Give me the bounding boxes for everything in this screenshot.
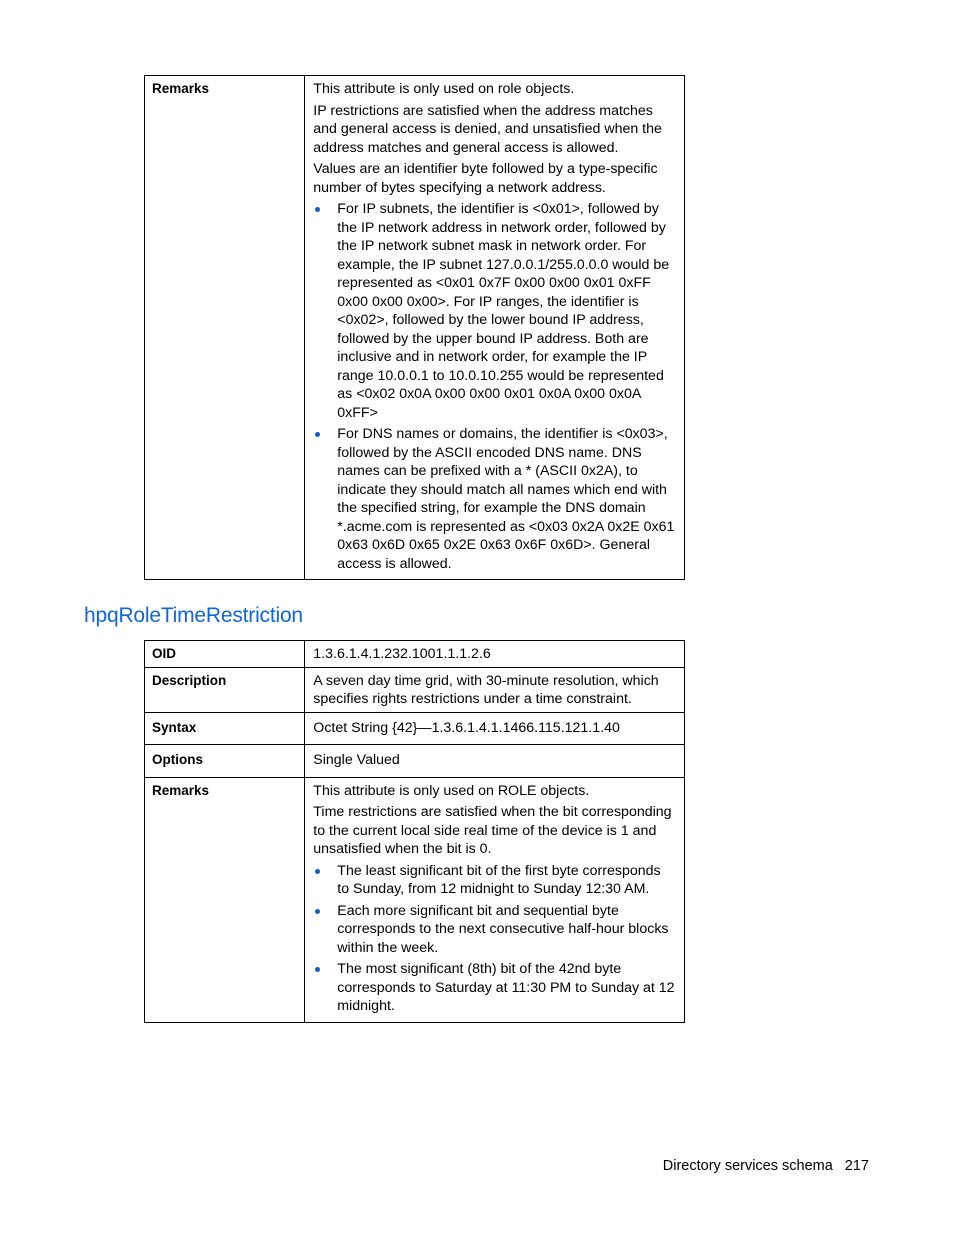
bullet-text: For DNS names or domains, the identifier is <0x03>, followed by the ASCII encoded DNS name. DNS names can be prefixed with a * (ASCII 0x2A), to indicate they should match all names which end with the specified string, for example the DNS domain *.acme.com is represented as <0x03 0x2A 0x2E 0x61 0x63 0x6D 0x65 0x2E 0x63 0x6F 0x6D>. General access is allowed.	[337, 426, 675, 572]
remarks-table-continued	[144, 75, 685, 580]
remarks-paragraph: Time restrictions are satisfied when the bit corresponding to the current local side real time of the device is 1 and unsatisfied when the bit is 0.	[313, 804, 672, 857]
oid-value: 1.3.6.1.4.1.232.1001.1.1.2.6	[305, 641, 685, 668]
bullet-dot-icon	[315, 967, 320, 972]
oid-row	[145, 641, 685, 668]
options-label: Options	[145, 745, 305, 778]
page-number: 217	[844, 1158, 869, 1174]
remarks-paragraph: This attribute is only used on role objects.	[313, 81, 575, 97]
remarks-paragraph: IP restrictions are satisfied when the address matches and general access is denied, and unsatisfied when the address matches and general access is allowed.	[313, 102, 662, 156]
attribute-table	[144, 640, 685, 1023]
remarks-label: Remarks	[145, 76, 305, 580]
remarks-row	[145, 76, 685, 580]
description-value: A seven day time grid, with 30-minute resolution, which specifies rights restrictions under a time constraint.	[305, 667, 685, 712]
remarks-bullet-item	[313, 960, 676, 1016]
remarks-paragraph: Values are an identifier byte followed by a type-specific number of bytes specifying a network address.	[313, 161, 658, 196]
options-value: Single Valued	[305, 745, 685, 778]
remarks-value	[305, 76, 685, 580]
syntax-row	[145, 712, 685, 745]
remarks-paragraph: This attribute is only used on ROLE objects.	[313, 782, 590, 799]
options-row	[145, 745, 685, 778]
oid-label: OID	[145, 641, 305, 668]
syntax-label: Syntax	[145, 712, 305, 745]
section-heading: hpqRoleTimeRestriction	[84, 604, 303, 627]
description-row	[145, 667, 685, 712]
remarks-row	[145, 777, 685, 1022]
bullet-text: Each more significant bit and sequential byte corresponds to the next consecutive half-hour blocks within the week.	[337, 902, 669, 956]
remarks-bullet-list	[313, 200, 676, 573]
bullet-dot-icon	[315, 432, 320, 437]
bullet-text: For IP subnets, the identifier is <0x01>, followed by the IP network address in network order, followed by the IP network subnet mask in network order. For example, the IP subnet 127.0.0.1/255.0.0.0 would be represented as <0x01 0x7F 0x00 0x00 0x01 0xFF 0x00 0x00 0x00>. For IP ranges, the identifier is <0x02>, followed by the lower bound IP address, followed by the upper bound IP address. Both are inclusive and in network order, for example the IP range 10.0.0.1 to 10.0.10.255 would be represented as <0x02 0x0A 0x00 0x00 0x01 0x0A 0x00 0x0A 0xFF>	[337, 201, 670, 421]
bullet-text: The most significant (8th) bit of the 42nd byte corresponds to Saturday at 11:30 PM to Sunday at 12 midnight.	[337, 961, 675, 1014]
remarks-bullet-item	[313, 862, 676, 899]
bullet-dot-icon	[315, 207, 320, 212]
remarks-bullet-list	[313, 862, 676, 1016]
syntax-value: Octet String {42}—1.3.6.1.4.1.1466.115.121.1.40	[305, 712, 685, 745]
remarks-bullet-item	[313, 200, 676, 422]
remarks-label: Remarks	[145, 777, 305, 1022]
remarks-bullet-item	[313, 425, 676, 573]
description-label: Description	[145, 667, 305, 712]
remarks-value	[305, 777, 685, 1022]
bullet-dot-icon	[315, 909, 320, 914]
remarks-bullet-item	[313, 902, 676, 958]
page-footer	[663, 1158, 869, 1174]
footer-section-title: Directory services schema	[662, 1158, 833, 1174]
bullet-text: The least significant bit of the first byte corresponds to Sunday, from 12 midnight to Sunday 12:30 AM.	[337, 862, 661, 897]
bullet-dot-icon	[315, 869, 320, 874]
